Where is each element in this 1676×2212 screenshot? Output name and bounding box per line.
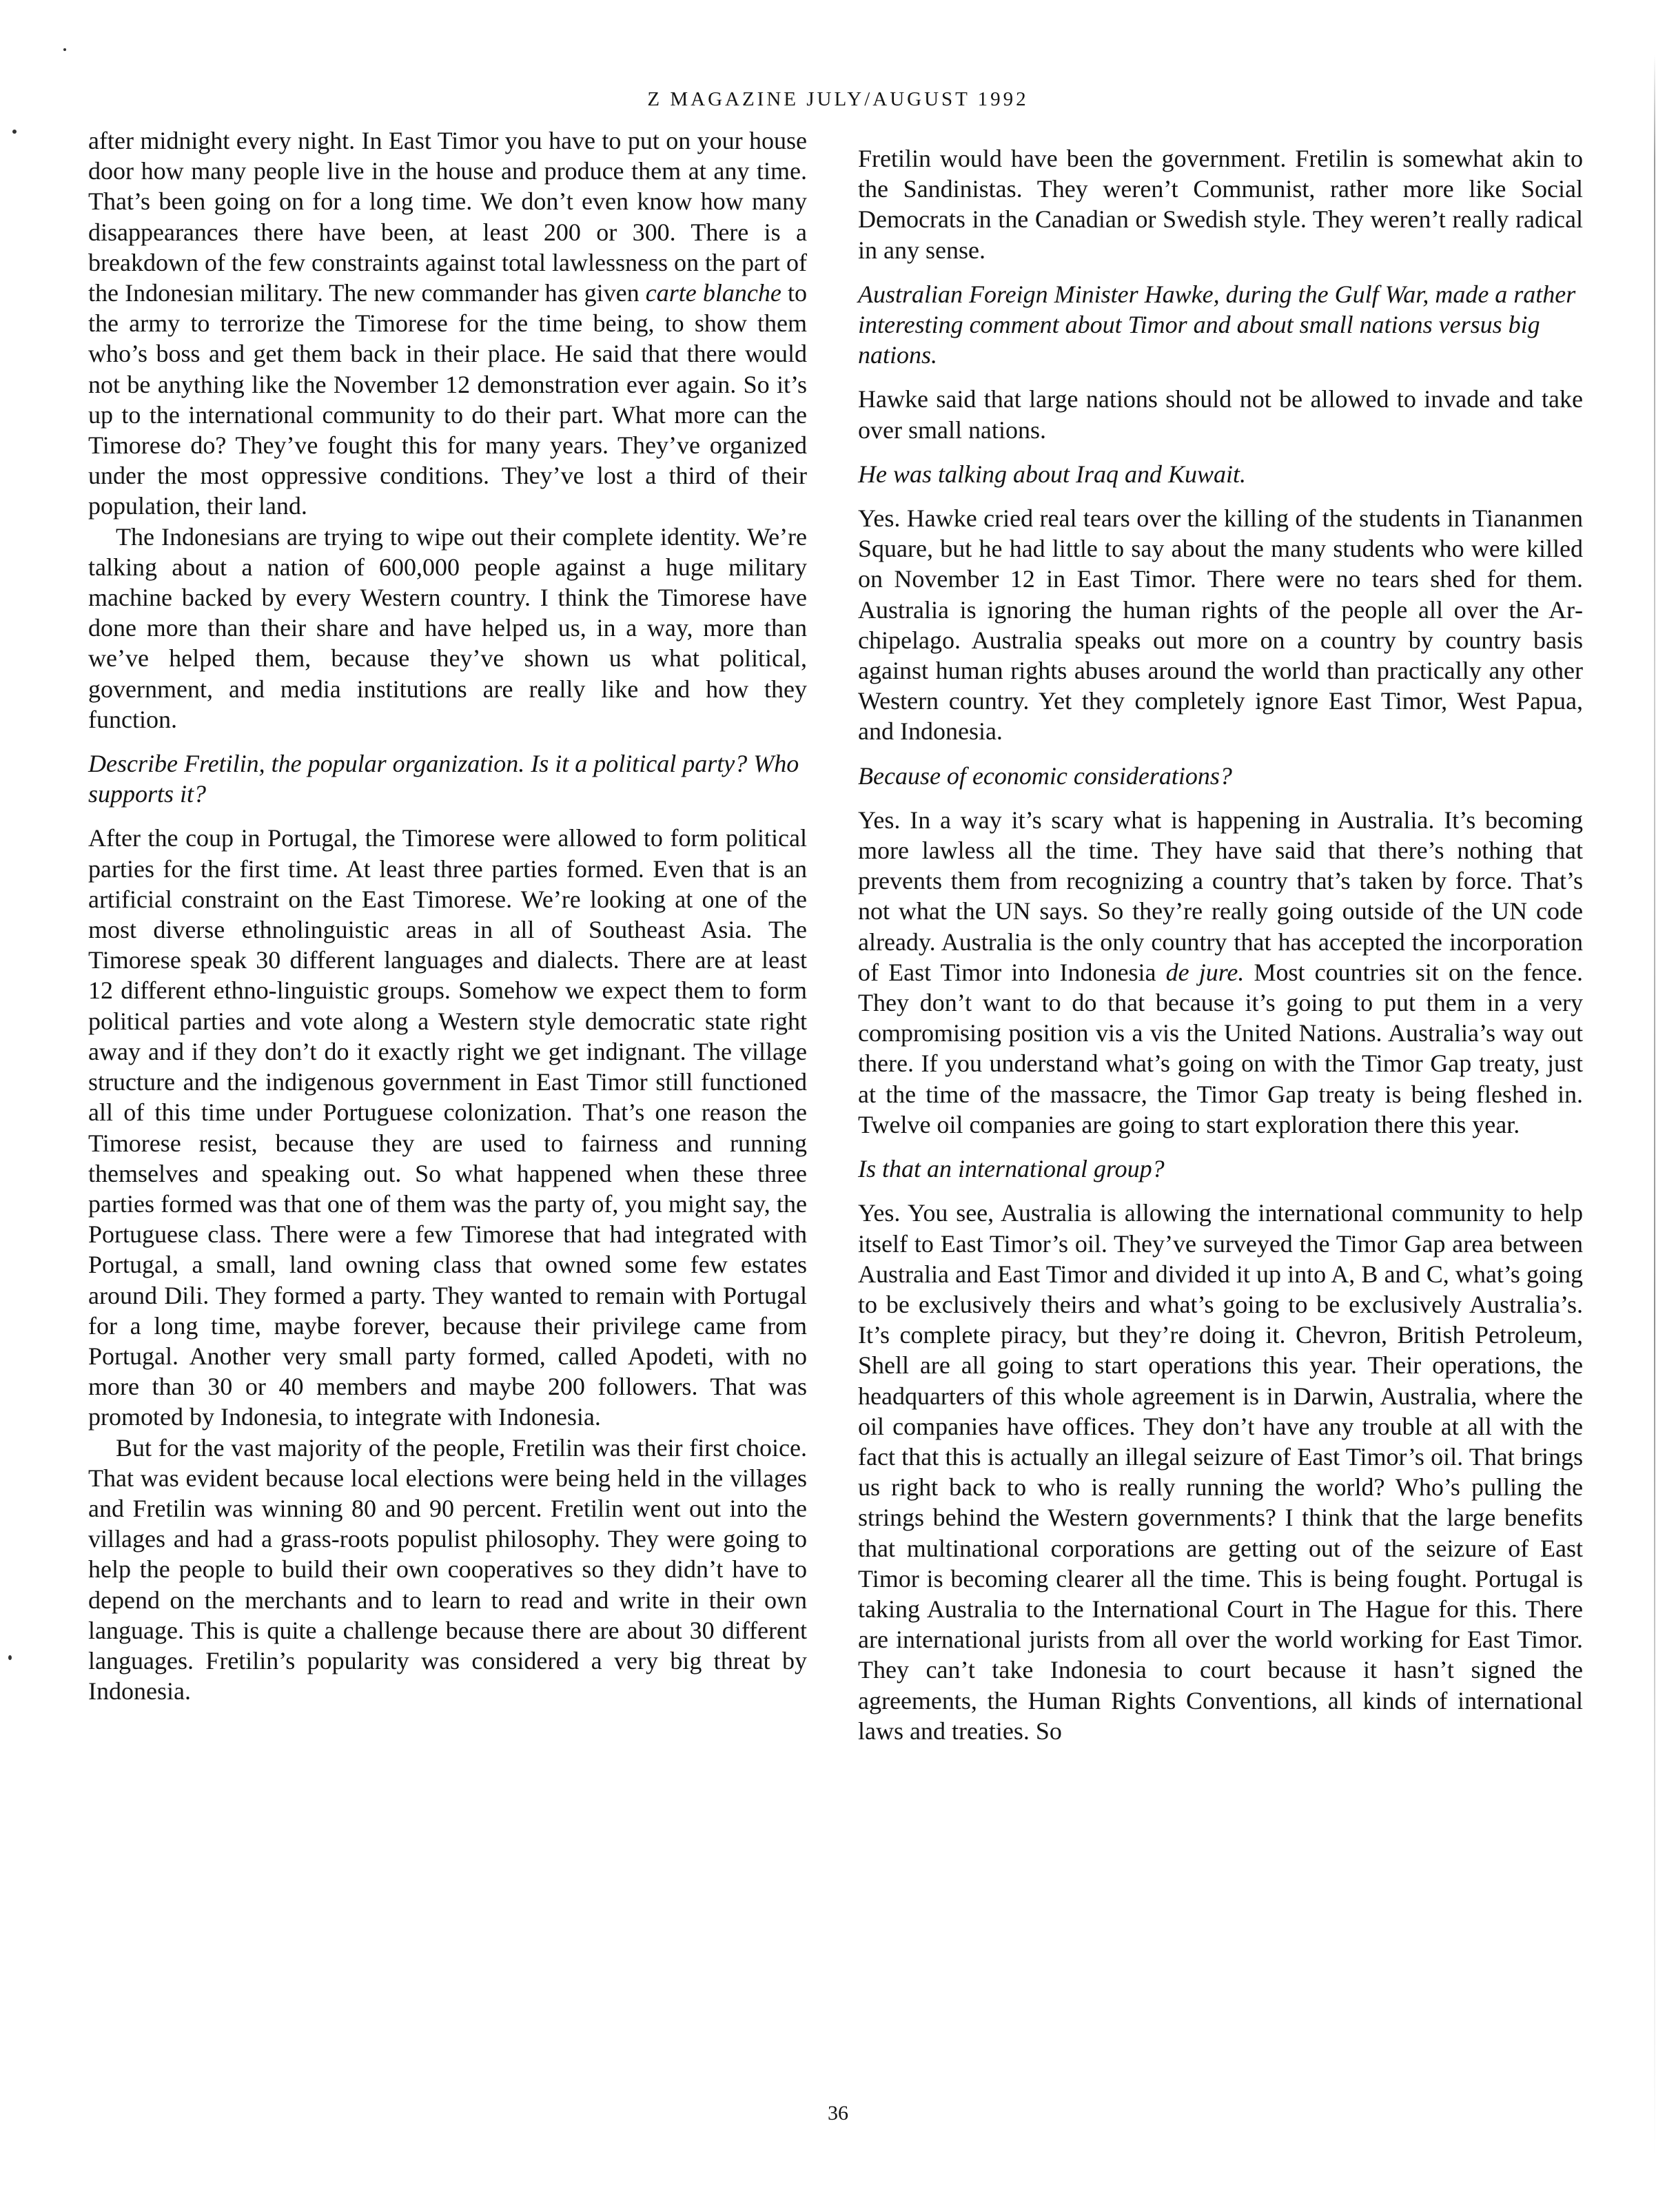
right-paragraph-1: Fretilin would have been the government. Fretilin is somewhat akin to the Sandinistas. They weren’t Communist, rather more like Social Democrats in the Canadian or Swedish style. They weren’t really radical in any sense. [858, 145, 1583, 264]
right-paragraph-4-text: Yes. In a way it’s scary what is happening in Australia. It’s becoming more lawless all the time. They have said that there’s nothing that prevents them from recognizing a country that’s taken by force. That’s not what the UN says. So they’re really going outside of the UN code already. Australia is the only country that has accepted the incorporation of East Timor into Indonesia [858, 806, 1583, 986]
scan-speck [63, 48, 66, 51]
interview-question-hawke: Australian Foreign Minister Hawke, during the Gulf War, made a rather interesting comment about Timor and about small nations versus big nations. [858, 280, 1576, 369]
left-paragraph-3: After the coup in Portugal, the Timorese were allowed to form political parties for the first time. At least three parties formed. Even that is an artificial constraint on the East Timorese. We’re looking at one of the most diverse ethnolinguistic areas in all of Southeast Asia. The Timorese speak 30 different languages and dialects. There are at least 12 different ethno-linguistic groups. Somehow we expect them to form political parties and vote along a Western style democratic state right away and if they don’t do it exactly right we get indignant. The village structure and the indigenous government in East Timor still functioned all of this time under Portuguese colonization. That’s one reason the Timorese resist, because they are used to fairness and running themselves and speaking out. So what happened when these three parties formed was that one of them was the party of, you might say, the Portuguese class. There were a few Timorese that had integrated with Portugal, a small, land owning class that owned some few estates around Dili. They formed a party. They wanted to remain with Portugal for a long time, maybe forever, because their privilege came from Portugal. Another very small party formed, called Apodeti, with no more than 30 or 40 members and maybe 200 followers. That was promoted by Indonesia, to integrate with Indonesia. [88, 824, 807, 1431]
right-paragraph-5: Yes. You see, Australia is allowing the international community to help itself to East Timor’s oil. They’ve surveyed the Timor Gap area between Australia and East Timor and divided it up into A, B and C, what’s going to be exclusively theirs and what’s going to be exclusively Australia’s. It’s complete piracy, but they’re doing it. Chevron, British Petroleum, Shell are all going to start operations this year. Their operations, the headquarters of this whole agreement is in Darwin, Australia, where the oil companies have offices. They don’t have any trouble at all with the fact that this is actually an illegal seizure of East Timor’s oil. That brings us right back to who is really running the world? Who’s pulling the strings behind the Western governments? I think that the large benefits that multinational corporations are getting out of the seizure of East Timor is becoming clearer all the time. This is being fought. Portugal is taking Australia to the International Court in The Hague for this. There are international jurists from all over the world working for East Timor. They can’t take Indonesia to court because it hasn’t signed the agreements, the Human Rights Conventions, all kinds of international laws and treaties. So [858, 1199, 1583, 1745]
left-paragraph-1-end: to the army to terrorize the Timorese for the time being, to show them who’s boss and get them back in their place. He said that there would not be anything like the November 12 demonstration ever again. So it’s up to the international community to do their part. What more can the Timorese do? They’ve fought this for many years. They’ve organized under the most oppressive conditions. They’ve lost a third of their population, their land. [88, 279, 807, 520]
scan-speck [8, 1655, 12, 1660]
left-paragraph-1-text: after midnight every night. In East Timor you have to put on your house door how many people live in the house and produce them at any time. That’s been going on for a long time. We don’t even know how many disappearances there have been, at least 200 or 300. There is a breakdown of the few constraints against total lawlessness on the part of the Indonesian military. The new commander has given [88, 127, 807, 307]
interview-question-iraq-kuwait: He was talking about Iraq and Kuwait. [858, 460, 1247, 488]
scan-speck [12, 130, 17, 134]
left-paragraph-4: But for the vast majority of the people, Fretilin was their first choice. That was evident because local elections were being held in the villages and Fretilin was winning 80 and 90 percent. Fretilin went out into the villages and had a grass-roots populist philosophy. They were going to help the people to build their own cooperatives so they didn’t have to depend on the merchants and to learn to read and write in their own language. This is quite a challenge because there are about 30 different languages. Fretilin’s popularity was considered a very big threat by Indonesia. [88, 1433, 807, 1706]
right-paragraph-4 [858, 805, 1583, 1140]
left-paragraph-2: The Indonesians are trying to wipe out their complete identity. We’re talking about a nation of 600,000 people against a huge military machine backed by every Western country. I think the Timorese have done more than their share and have helped us, in a way, more than we’ve helped them, because they’ve shown us what political, government, and media institutions are really like and how they function. [88, 522, 807, 733]
right-column [858, 143, 1583, 1746]
scan-edge-line [1654, 55, 1655, 2157]
page-number: 36 [828, 2102, 848, 2124]
right-paragraph-4-end: Most countries sit on the fence. They don’t want to do that because it’s going to put them in a very compromising position vis a vis the United Nations. Australia’s way out there. If you understand what’s going on with the Timor Gap treaty, just at the time of the massacre, the Timor Gap treaty is being fleshed in. Twelve oil companies are going to start exploration there this year. [858, 958, 1583, 1138]
left-column [88, 125, 807, 1706]
right-paragraph-2: Hawke said that large nations should not be allowed to invade and take over small nations. [858, 385, 1583, 444]
interview-question-fretilin: Describe Fretilin, the popular organization. Is it a political party? Who supports it? [88, 750, 799, 808]
right-paragraph-4-italic: de jure. [1165, 958, 1245, 986]
interview-question-economic: Because of economic considerations? [858, 761, 1232, 790]
left-paragraph-1-italic: carte blanche [645, 279, 781, 307]
interview-question-international-group: Is that an international group? [858, 1155, 1165, 1183]
left-paragraph-1 [88, 125, 807, 522]
running-head: Z MAGAZINE JULY/AUGUST 1992 [647, 88, 1029, 110]
right-paragraph-3: Yes. Hawke cried real tears over the killing of the students in Tiananmen Square, but he had little to say about the many students who were killed on November 12 in East Timor. There were no tears shed for them. Australia is ignoring the human rights of the people all over the Archipelago. Australia speaks out more on a country by country basis against human rights abuses around the world than practically any other Western country. Yet they completely ignore East Timor, West Papua, and Indonesia. [858, 504, 1583, 746]
